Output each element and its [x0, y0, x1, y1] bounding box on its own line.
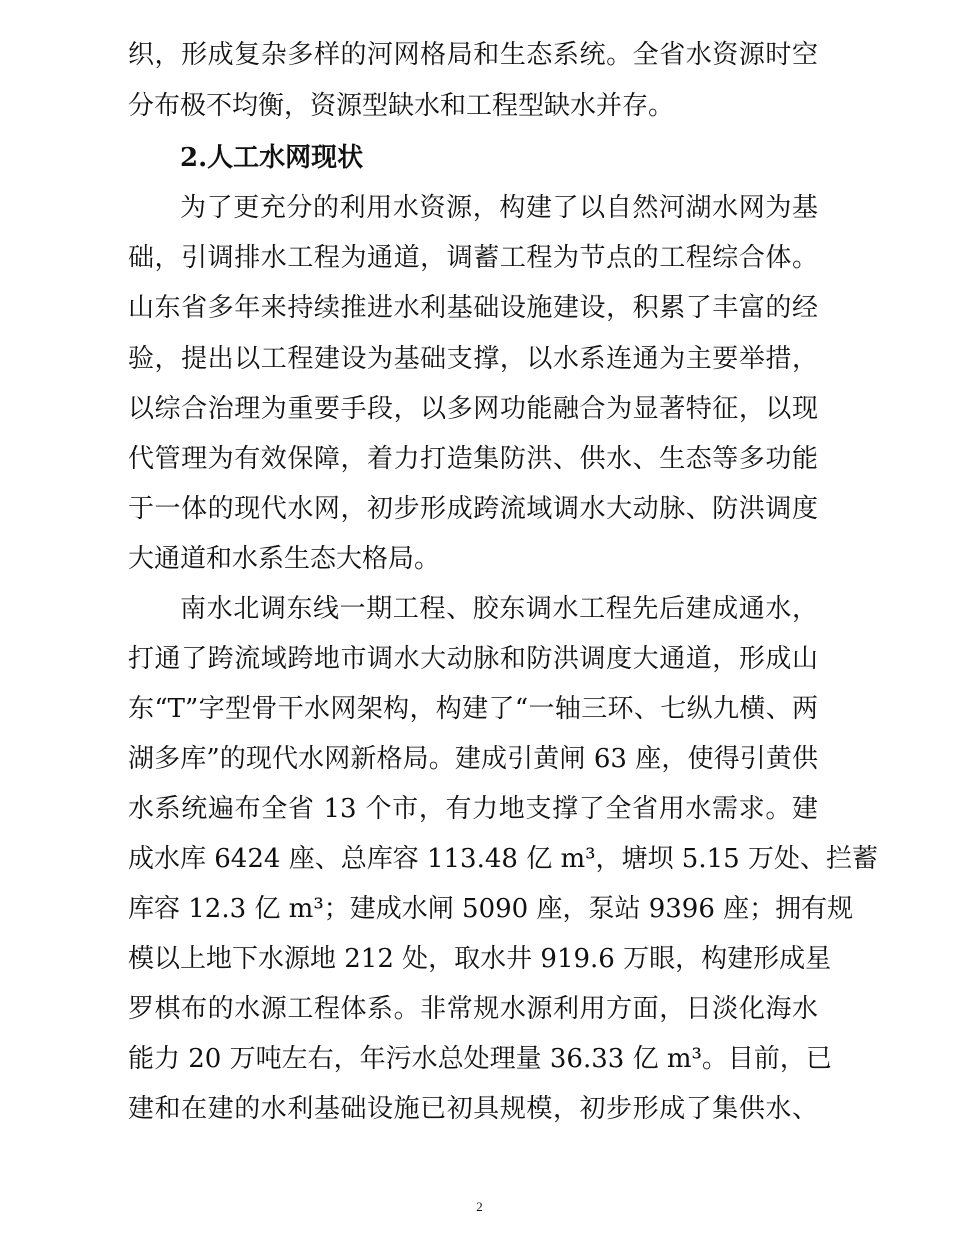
paragraph-line: 建和在建的水利基础设施已初具规模，初步形成了集供水、 [128, 1094, 818, 1124]
paragraph-line: 础，引调排水工程为通道，调蓄工程为节点的工程综合体。 [128, 243, 818, 273]
paragraph-line: 打通了跨流域跨地市调水大动脉和防洪调度大通道，形成山 [128, 644, 818, 674]
paragraph-line: 罗棋布的水源工程体系。非常规水源利用方面，日淡化海水 [128, 994, 818, 1024]
paragraph-line: 东“T”字型骨干水网架构，构建了“一轴三环、七纵九横、两 [128, 694, 818, 724]
paragraph-line: 库容 12.3 亿 m³；建成水闸 5090 座，泵站 9396 座；拥有规 [128, 894, 854, 924]
paragraph-line: 成水库 6424 座、总库容 113.48 亿 m³，塘坝 5.15 万处、拦蓄 [128, 844, 878, 874]
paragraph-line: 能力 20 万吨左右，年污水总处理量 36.33 亿 m³。目前，已 [128, 1044, 832, 1074]
paragraph-line: 大通道和水系生态大格局。 [128, 544, 441, 574]
page-number: 2 [476, 1199, 483, 1214]
paragraph-line: 织，形成复杂多样的河网格局和生态系统。全省水资源时空 [128, 40, 818, 70]
paragraph-line: 模以上地下水源地 212 处，取水井 919.6 万眼，构建形成星 [128, 944, 832, 974]
paragraph-line: 为了更充分的利用水资源，构建了以自然河湖水网为基 [180, 193, 818, 223]
paragraph-line: 验，提出以工程建设为基础支撑，以水系连通为主要举措， [128, 344, 818, 374]
paragraph-line: 山东省多年来持续推进水利基础设施建设，积累了丰富的经 [128, 293, 818, 323]
section-heading: 2.人工水网现状 [180, 143, 364, 173]
paragraph-line: 以综合治理为重要手段，以多网功能融合为显著特征，以现 [128, 394, 818, 424]
paragraph-line: 代管理为有效保障，着力打造集防洪、供水、生态等多功能 [128, 444, 818, 474]
paragraph-line: 水系统遍布全省 13 个市，有力地支撑了全省用水需求。建 [128, 794, 818, 824]
paragraph-line: 于一体的现代水网，初步形成跨流域调水大动脉、防洪调度 [128, 494, 818, 524]
paragraph-line: 分布极不均衡，资源型缺水和工程型缺水并存。 [128, 91, 675, 121]
paragraph-line: 南水北调东线一期工程、胶东调水工程先后建成通水， [180, 594, 818, 624]
paragraph-line: 湖多库”的现代水网新格局。建成引黄闸 63 座，使得引黄供 [128, 744, 818, 774]
